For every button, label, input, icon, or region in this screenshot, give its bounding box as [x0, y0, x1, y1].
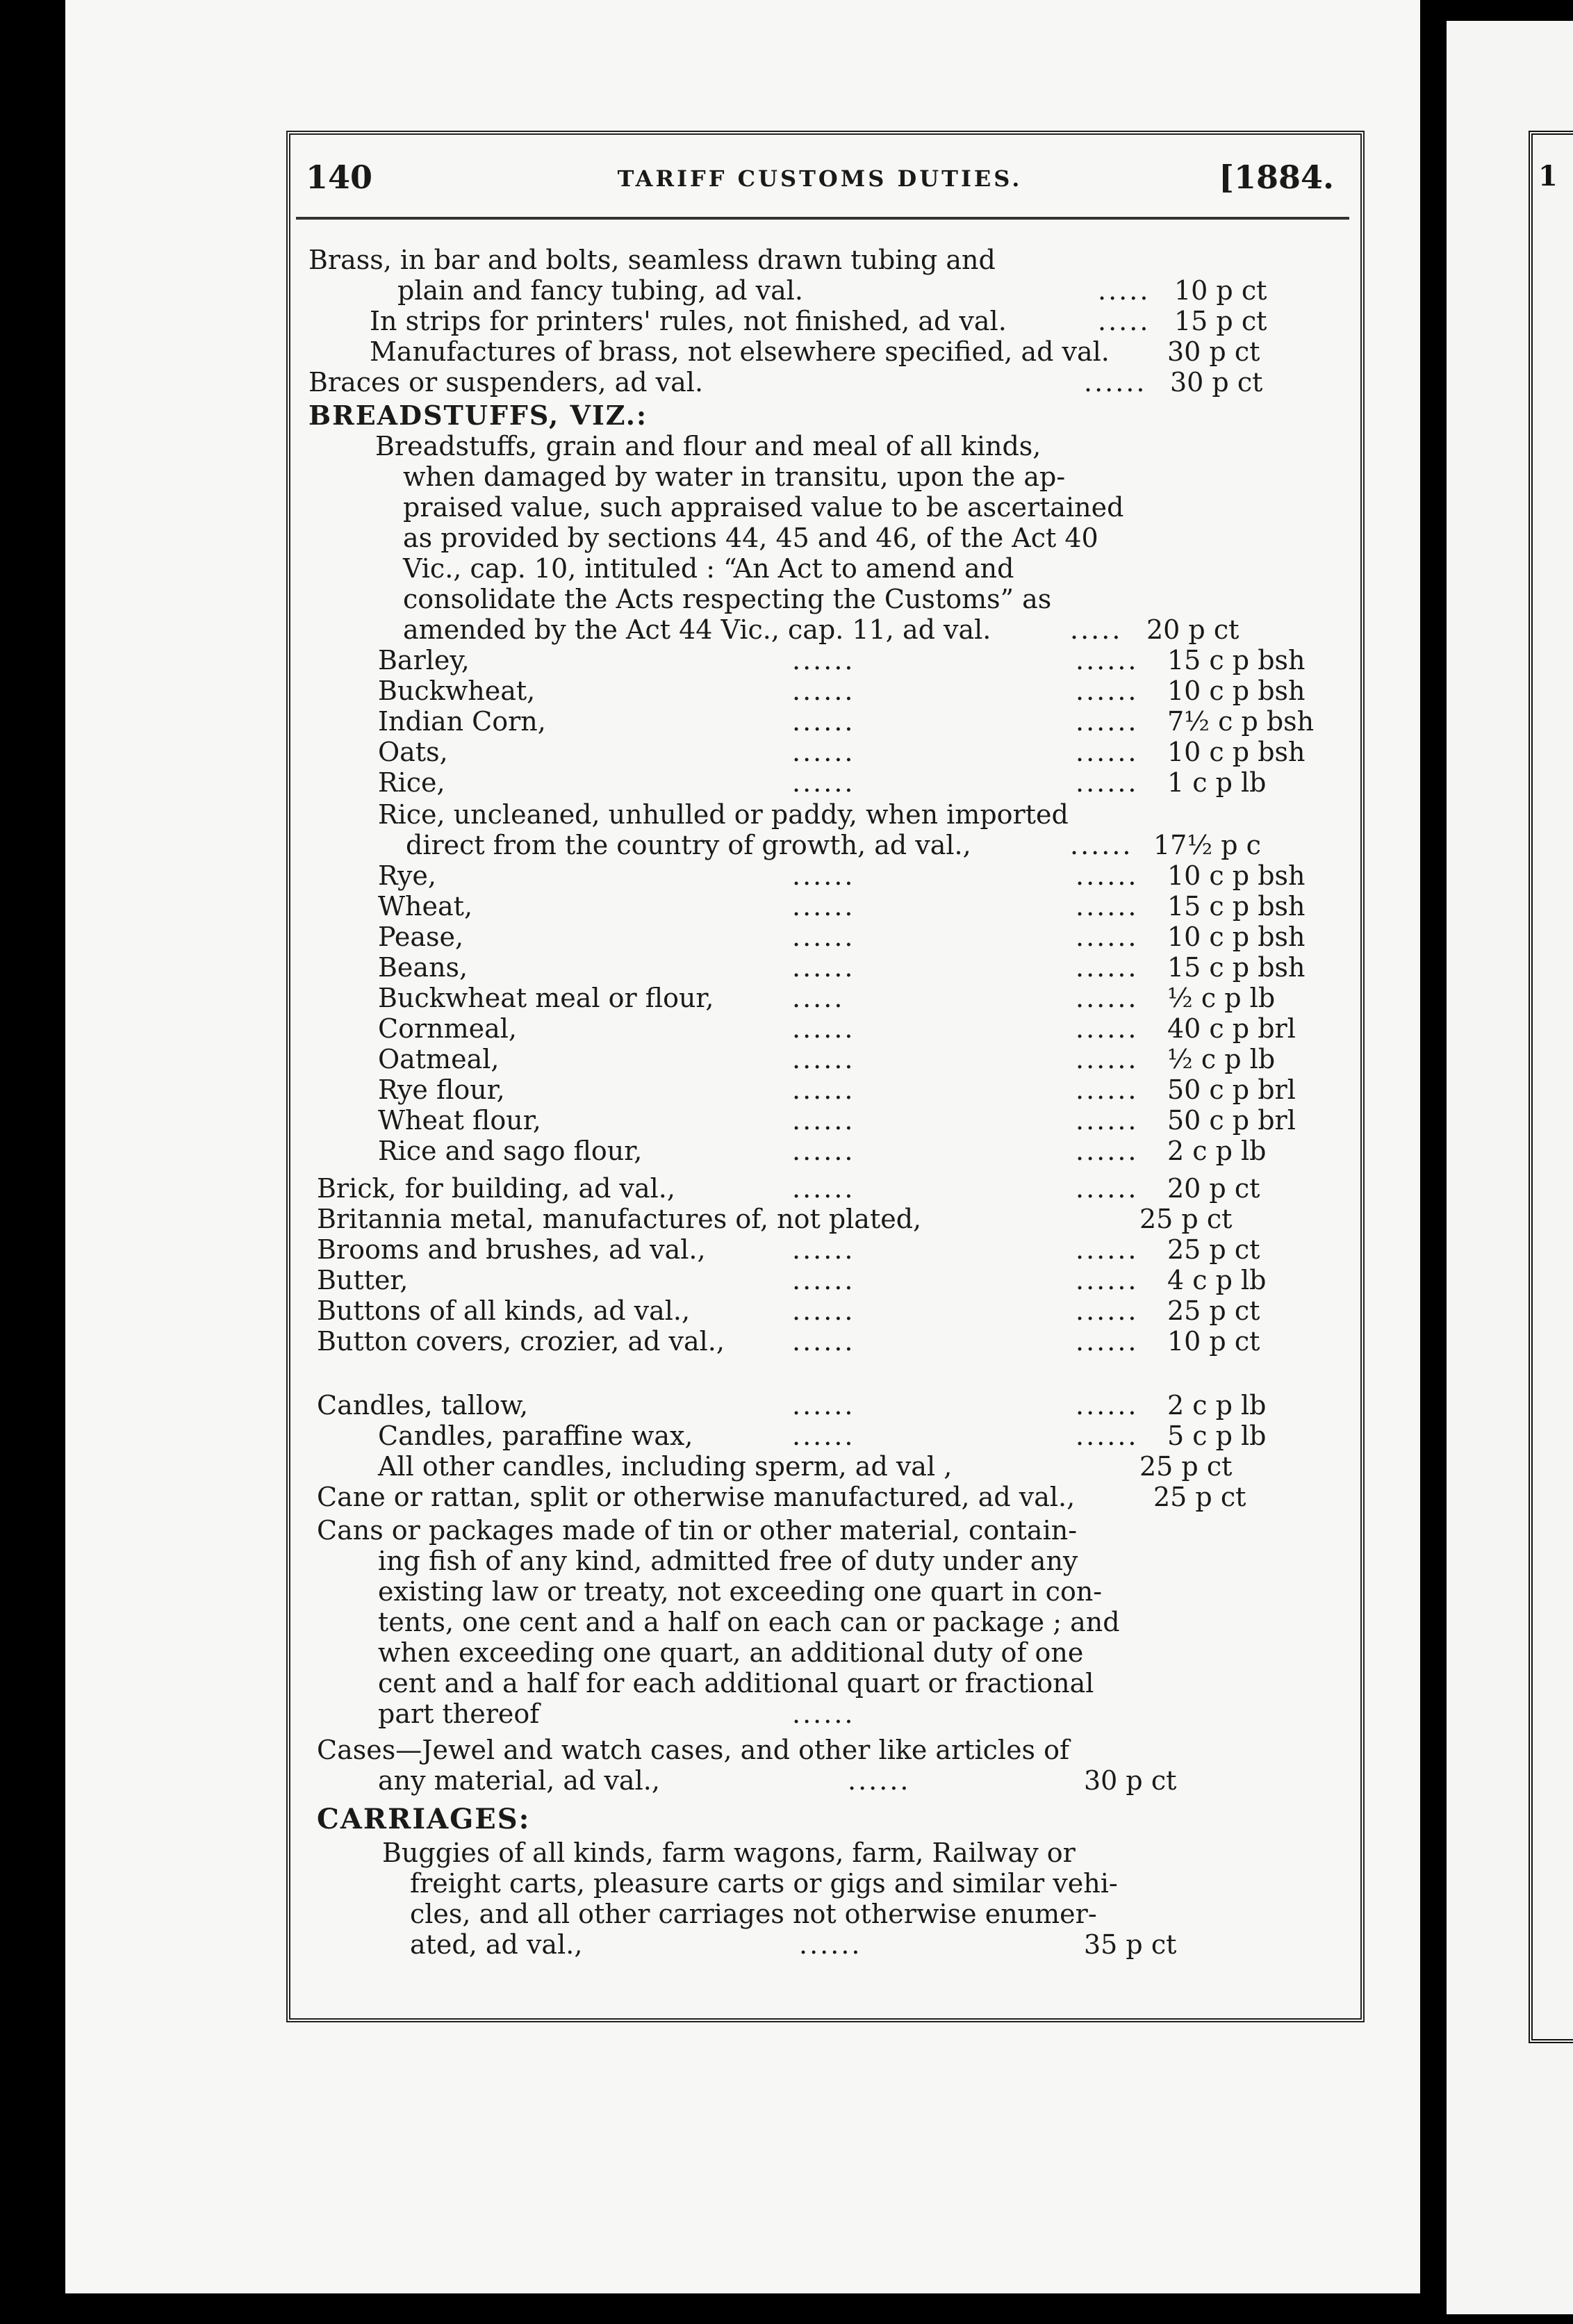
duty-rate: 7½ c p bsh: [1167, 706, 1315, 737]
duty-rate: 40 c p brl: [1167, 1013, 1296, 1044]
header-rule: [296, 217, 1349, 220]
tariff-item-text: Rye,: [378, 860, 436, 891]
tariff-item-text: Butter,: [317, 1265, 409, 1295]
leader-dots: ......: [792, 1699, 855, 1729]
tariff-item-text: Candles, paraffine wax,: [378, 1421, 693, 1451]
leader-dots: ......: [1076, 1136, 1139, 1166]
right-page-frame: [1529, 131, 1573, 2043]
leader-dots: .....: [1098, 275, 1151, 306]
leader-dots: ......: [1076, 983, 1139, 1013]
tariff-item-text: Buggies of all kinds, farm wagons, farm, Railway or: [382, 1838, 1076, 1868]
tariff-item-text: Braces or suspenders, ad val.: [308, 367, 704, 398]
duty-rate: 35 p ct: [1084, 1929, 1177, 1960]
duty-rate: 4 c p lb: [1167, 1265, 1267, 1295]
duty-rate: 15 c p bsh: [1167, 952, 1306, 983]
leader-dots: ......: [792, 1265, 855, 1295]
tariff-item-text: when damaged by water in transitu, upon the ap-: [403, 461, 1066, 492]
leader-dots: ......: [1070, 830, 1133, 860]
duty-rate: 15 c p bsh: [1167, 645, 1306, 676]
tariff-item-text: part thereof: [378, 1699, 540, 1729]
tariff-item-text: when exceeding one quart, an additional duty of one: [378, 1637, 1084, 1668]
leader-dots: ......: [1076, 1234, 1139, 1265]
duty-rate: 10 p ct: [1174, 275, 1267, 306]
duty-rate: 50 c p brl: [1167, 1074, 1296, 1105]
leader-dots: ......: [1084, 367, 1147, 398]
tariff-item-text: ated, ad val.,: [410, 1929, 583, 1960]
tariff-item-text: Brooms and brushes, ad val.,: [317, 1234, 706, 1265]
right-page-number: 1: [1538, 160, 1558, 193]
tariff-item-text: Buttons of all kinds, ad val.,: [317, 1295, 691, 1326]
section-heading: BREADSTUFFS, VIZ.:: [308, 400, 648, 431]
section-heading: CARRIAGES:: [317, 1803, 531, 1835]
duty-rate: 10 c p bsh: [1167, 922, 1306, 952]
duty-rate: 25 p ct: [1139, 1204, 1233, 1234]
tariff-item-text: Brick, for building, ad val.,: [317, 1173, 675, 1204]
tariff-item-text: Oats,: [378, 737, 448, 767]
tariff-item-text: plain and fancy tubing, ad val.: [397, 275, 803, 306]
tariff-item-text: Cane or rattan, split or otherwise manufactured, ad val.,: [317, 1482, 1076, 1512]
leader-dots: ......: [1076, 860, 1139, 891]
tariff-item-text: Rice and sago flour,: [378, 1136, 643, 1166]
duty-rate: 50 c p brl: [1167, 1105, 1296, 1136]
tariff-item-text: Brass, in bar and bolts, seamless drawn tubing and: [308, 245, 996, 275]
tariff-item-text: freight carts, pleasure carts or gigs and similar vehi-: [410, 1868, 1118, 1899]
tariff-item-text: Britannia metal, manufactures of, not plated,: [317, 1204, 922, 1234]
leader-dots: ......: [1076, 1295, 1139, 1326]
duty-rate: 5 c p lb: [1167, 1421, 1267, 1451]
tariff-item-text: consolidate the Acts respecting the Customs” as: [403, 584, 1052, 614]
tariff-item-text: Cans or packages made of tin or other material, contain-: [317, 1515, 1078, 1546]
tariff-item-text: Barley,: [378, 645, 470, 676]
leader-dots: .....: [1098, 306, 1151, 336]
leader-dots: ......: [792, 1013, 855, 1044]
leader-dots: ......: [792, 891, 855, 922]
tariff-item-text: Rice, uncleaned, unhulled or paddy, when imported: [378, 799, 1069, 830]
duty-rate: 2 c p lb: [1167, 1390, 1267, 1421]
tariff-item-text: amended by the Act 44 Vic., cap. 11, ad val.: [403, 614, 991, 645]
leader-dots: ......: [792, 737, 855, 767]
leader-dots: ......: [792, 1044, 855, 1074]
leader-dots: ......: [1076, 1074, 1139, 1105]
leader-dots: ......: [792, 1074, 855, 1105]
tariff-item-text: Buckwheat meal or flour,: [378, 983, 714, 1013]
tariff-item-text: praised value, such appraised value to be ascertained: [403, 492, 1124, 523]
leader-dots: ......: [792, 767, 855, 798]
tariff-item-text: existing law or treaty, not exceeding one quart in con-: [378, 1576, 1103, 1607]
page-header: [306, 158, 1334, 214]
leader-dots: ......: [792, 1326, 855, 1357]
tariff-item-text: direct from the country of growth, ad val.,: [406, 830, 971, 860]
duty-rate: ½ c p lb: [1167, 983, 1276, 1013]
duty-rate: 25 p ct: [1139, 1451, 1233, 1482]
leader-dots: ......: [792, 922, 855, 952]
leader-dots: ......: [792, 1421, 855, 1451]
page-title: TARIFF CUSTOMS DUTIES.: [617, 165, 1023, 192]
duty-rate: 15 c p bsh: [1167, 891, 1306, 922]
duty-rate: 30 p ct: [1084, 1765, 1177, 1796]
leader-dots: ......: [792, 706, 855, 737]
leader-dots: ......: [848, 1765, 911, 1796]
page-number: 140: [306, 158, 373, 196]
leader-dots: ......: [1076, 891, 1139, 922]
tariff-item-text: cles, and all other carriages not otherwise enumer-: [410, 1899, 1097, 1929]
leader-dots: ......: [792, 645, 855, 676]
duty-rate: 10 p ct: [1167, 1326, 1260, 1357]
leader-dots: ......: [792, 860, 855, 891]
tariff-item-text: as provided by sections 44, 45 and 46, of the Act 40: [403, 523, 1098, 553]
leader-dots: ......: [792, 1390, 855, 1421]
tariff-item-text: Pease,: [378, 922, 464, 952]
leader-dots: ......: [1076, 1105, 1139, 1136]
tariff-item-text: Button covers, crozier, ad val.,: [317, 1326, 725, 1357]
tariff-item-text: cent and a half for each additional quart or fractional: [378, 1668, 1094, 1699]
tariff-item-text: Buckwheat,: [378, 676, 536, 706]
leader-dots: ......: [1076, 767, 1139, 798]
leader-dots: .....: [1070, 614, 1123, 645]
leader-dots: .....: [792, 983, 845, 1013]
leader-dots: ......: [792, 952, 855, 983]
duty-rate: 25 p ct: [1167, 1295, 1260, 1326]
leader-dots: ......: [799, 1929, 862, 1960]
leader-dots: ......: [1076, 1173, 1139, 1204]
duty-rate: ½ c p lb: [1167, 1044, 1276, 1074]
leader-dots: ......: [1076, 922, 1139, 952]
duty-rate: 30 p ct: [1167, 336, 1260, 367]
leader-dots: ......: [1076, 676, 1139, 706]
leader-dots: ......: [1076, 1013, 1139, 1044]
tariff-item-text: In strips for printers' rules, not finished, ad val.: [370, 306, 1007, 336]
page-year: [1884.: [1219, 158, 1334, 196]
leader-dots: ......: [1076, 1326, 1139, 1357]
tariff-item-text: Breadstuffs, grain and flour and meal of all kinds,: [375, 431, 1041, 461]
tariff-item-text: Oatmeal,: [378, 1044, 500, 1074]
duty-rate: 15 p ct: [1174, 306, 1267, 336]
leader-dots: ......: [792, 1234, 855, 1265]
duty-rate: 10 c p bsh: [1167, 860, 1306, 891]
leader-dots: ......: [792, 1105, 855, 1136]
tariff-item-text: Beans,: [378, 952, 468, 983]
tariff-item-text: Candles, tallow,: [317, 1390, 529, 1421]
leader-dots: ......: [1076, 1421, 1139, 1451]
leader-dots: ......: [1076, 706, 1139, 737]
tariff-item-text: ing fish of any kind, admitted free of duty under any: [378, 1546, 1078, 1576]
leader-dots: ......: [792, 676, 855, 706]
leader-dots: ......: [1076, 645, 1139, 676]
leader-dots: ......: [792, 1136, 855, 1166]
tariff-item-text: Cornmeal,: [378, 1013, 518, 1044]
duty-rate: 1 c p lb: [1167, 767, 1267, 798]
tariff-item-text: any material, ad val.,: [378, 1765, 660, 1796]
tariff-item-text: Cases—Jewel and watch cases, and other like articles of: [317, 1735, 1070, 1765]
tariff-item-text: Wheat,: [378, 891, 473, 922]
tariff-item-text: Rice,: [378, 767, 445, 798]
duty-rate: 20 p ct: [1167, 1173, 1260, 1204]
duty-rate: 30 p ct: [1170, 367, 1263, 398]
leader-dots: ......: [1076, 1390, 1139, 1421]
tariff-item-text: tents, one cent and a half on each can or package ; and: [378, 1607, 1120, 1637]
duty-rate: 2 c p lb: [1167, 1136, 1267, 1166]
tariff-item-text: Vic., cap. 10, intituled : “An Act to amend and: [403, 553, 1014, 584]
duty-rate: 17½ p c: [1153, 830, 1261, 860]
tariff-item-text: Manufactures of brass, not elsewhere specified, ad val.: [370, 336, 1110, 367]
duty-rate: 10 c p bsh: [1167, 737, 1306, 767]
leader-dots: ......: [1076, 1044, 1139, 1074]
leader-dots: ......: [1076, 737, 1139, 767]
tariff-item-text: Indian Corn,: [378, 706, 546, 737]
leader-dots: ......: [1076, 952, 1139, 983]
leader-dots: ......: [792, 1173, 855, 1204]
tariff-item-text: Rye flour,: [378, 1074, 505, 1105]
duty-rate: 25 p ct: [1153, 1482, 1246, 1512]
tariff-item-text: All other candles, including sperm, ad val ,: [378, 1451, 953, 1482]
tariff-item-text: Wheat flour,: [378, 1105, 541, 1136]
leader-dots: ......: [1076, 1265, 1139, 1295]
leader-dots: ......: [792, 1295, 855, 1326]
duty-rate: 25 p ct: [1167, 1234, 1260, 1265]
duty-rate: 20 p ct: [1146, 614, 1240, 645]
duty-rate: 10 c p bsh: [1167, 676, 1306, 706]
